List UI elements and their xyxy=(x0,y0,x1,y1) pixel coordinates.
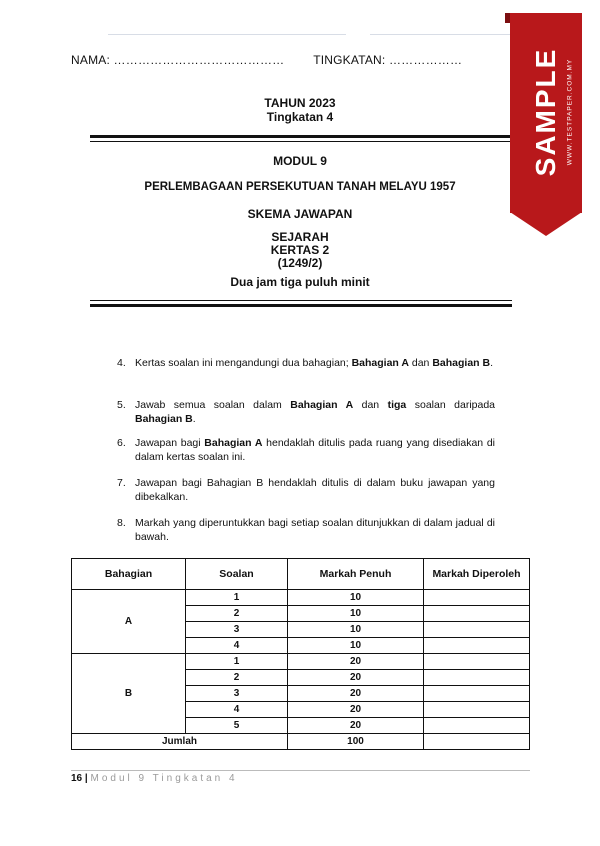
instruction-segment: Jawab semua soalan dalam xyxy=(135,399,291,411)
sample-ribbon-tip xyxy=(510,212,582,236)
full-marks-cell: 10 xyxy=(288,590,424,606)
instruction-number: 5. xyxy=(117,399,126,411)
table-row xyxy=(72,654,530,670)
title-rule-top xyxy=(90,135,512,138)
instruction-item xyxy=(117,476,495,504)
instruction-segment: . xyxy=(192,413,196,425)
instruction-segment: Markah yang diperuntukkan bagi setiap soalan ditunjukkan di dalam jadual di bawah. xyxy=(135,517,495,543)
footer-brand: Modul 9 Tingkatan 4 xyxy=(90,773,238,784)
instruction-text xyxy=(135,516,495,544)
paper-label: KERTAS 2 xyxy=(270,243,330,257)
footer-divider xyxy=(71,770,530,771)
year-label: TAHUN 2023 xyxy=(264,96,336,110)
instruction-emphasis: Bahagian B xyxy=(432,357,491,369)
tingkatan-field[interactable]: TINGKATAN: ……………… xyxy=(313,53,463,67)
instruction-item xyxy=(117,356,495,370)
question-cell: 2 xyxy=(186,606,288,622)
instruction-emphasis: Bahagian A xyxy=(204,437,263,449)
question-cell: 3 xyxy=(186,622,288,638)
instruction-text xyxy=(135,436,495,464)
question-cell: 1 xyxy=(186,590,288,606)
total-value: 100 xyxy=(288,734,424,750)
instruction-number: 6. xyxy=(117,437,126,449)
instruction-segment: dan xyxy=(408,357,433,369)
top-divider-left xyxy=(108,34,346,35)
title-rule-top-thin xyxy=(90,141,512,142)
instruction-segment: Kertas soalan ini mengandungi dua bahagian; xyxy=(135,357,352,369)
subject-label: SEJARAH xyxy=(271,230,329,244)
paper-code: (1249/2) xyxy=(277,256,323,270)
module-title: MODUL 9 xyxy=(273,154,327,168)
obtained-marks-cell[interactable] xyxy=(424,702,530,718)
instruction-segment: . xyxy=(490,357,493,369)
question-cell: 4 xyxy=(186,702,288,718)
section-cell: A xyxy=(72,590,186,654)
full-marks-cell: 20 xyxy=(288,702,424,718)
obtained-marks-cell[interactable] xyxy=(424,654,530,670)
total-label: Jumlah xyxy=(72,734,288,750)
instruction-number: 7. xyxy=(117,477,126,489)
full-marks-cell: 10 xyxy=(288,622,424,638)
obtained-marks-cell[interactable] xyxy=(424,590,530,606)
page-number: 16 xyxy=(71,773,83,784)
marks-table-body xyxy=(72,590,530,750)
footer-separator: | xyxy=(84,773,88,784)
obtained-marks-cell[interactable] xyxy=(424,718,530,734)
instruction-text xyxy=(135,356,495,370)
question-cell: 4 xyxy=(186,638,288,654)
instruction-emphasis: Bahagian B xyxy=(135,413,193,425)
question-cell: 1 xyxy=(186,654,288,670)
full-marks-cell: 20 xyxy=(288,686,424,702)
duration-label: Dua jam tiga puluh minit xyxy=(230,275,370,289)
obtained-marks-cell[interactable] xyxy=(424,638,530,654)
instruction-emphasis: Bahagian A xyxy=(351,357,409,369)
full-marks-cell: 20 xyxy=(288,670,424,686)
total-obtained-cell[interactable] xyxy=(424,734,530,750)
header-soalan: Soalan xyxy=(186,559,288,590)
instruction-item xyxy=(117,398,495,426)
instruction-number: 4. xyxy=(117,357,126,369)
instruction-segment: hendaklah ditulis pada ruang yang disediakan di dalam kertas soalan ini. xyxy=(135,437,495,463)
full-marks-cell: 10 xyxy=(288,638,424,654)
sample-watermark-text: SAMPLE xyxy=(530,47,561,177)
question-cell: 5 xyxy=(186,718,288,734)
header-bahagian: Bahagian xyxy=(72,559,186,590)
page-footer xyxy=(71,773,238,784)
instruction-emphasis: tiga xyxy=(387,399,407,411)
instruction-segment: Jawapan bagi xyxy=(135,437,205,449)
header-markah-penuh: Markah Penuh xyxy=(288,559,424,590)
section-cell: B xyxy=(72,654,186,734)
table-row xyxy=(72,590,530,606)
obtained-marks-cell[interactable] xyxy=(424,670,530,686)
student-fields xyxy=(71,53,462,67)
nama-field[interactable]: NAMA: …………………………………… xyxy=(71,53,285,67)
full-marks-cell: 10 xyxy=(288,606,424,622)
full-marks-cell: 20 xyxy=(288,654,424,670)
instruction-number: 8. xyxy=(117,517,126,529)
table-header-row xyxy=(72,559,530,590)
obtained-marks-cell[interactable] xyxy=(424,686,530,702)
sample-watermark-url: WWW.TESTPAPER.COM.MY xyxy=(566,58,574,166)
title-rule-bottom xyxy=(90,304,512,307)
instruction-item xyxy=(117,436,495,464)
instruction-item xyxy=(117,516,495,544)
top-divider-right xyxy=(370,34,510,35)
question-cell: 2 xyxy=(186,670,288,686)
answer-scheme-label: SKEMA JAWAPAN xyxy=(247,207,353,221)
instruction-text xyxy=(135,476,495,504)
question-cell: 3 xyxy=(186,686,288,702)
total-row xyxy=(72,734,530,750)
instruction-text xyxy=(135,398,495,426)
module-subtitle: PERLEMBAGAAN PERSEKUTUAN TANAH MELAYU 1957 xyxy=(144,181,456,193)
full-marks-cell: 20 xyxy=(288,718,424,734)
instruction-segment: soalan daripada xyxy=(406,399,496,411)
instruction-segment: dan xyxy=(353,399,388,411)
obtained-marks-cell[interactable] xyxy=(424,622,530,638)
title-rule-bottom-thin xyxy=(90,300,512,301)
form-label: Tingkatan 4 xyxy=(266,110,334,124)
instruction-emphasis: Bahagian A xyxy=(290,399,354,411)
obtained-marks-cell[interactable] xyxy=(424,606,530,622)
instruction-segment: Jawapan bagi Bahagian B hendaklah ditulis di dalam buku jawapan yang dibekalkan. xyxy=(135,477,495,503)
header-markah-diperoleh: Markah Diperoleh xyxy=(424,559,530,590)
marks-table xyxy=(71,558,530,750)
